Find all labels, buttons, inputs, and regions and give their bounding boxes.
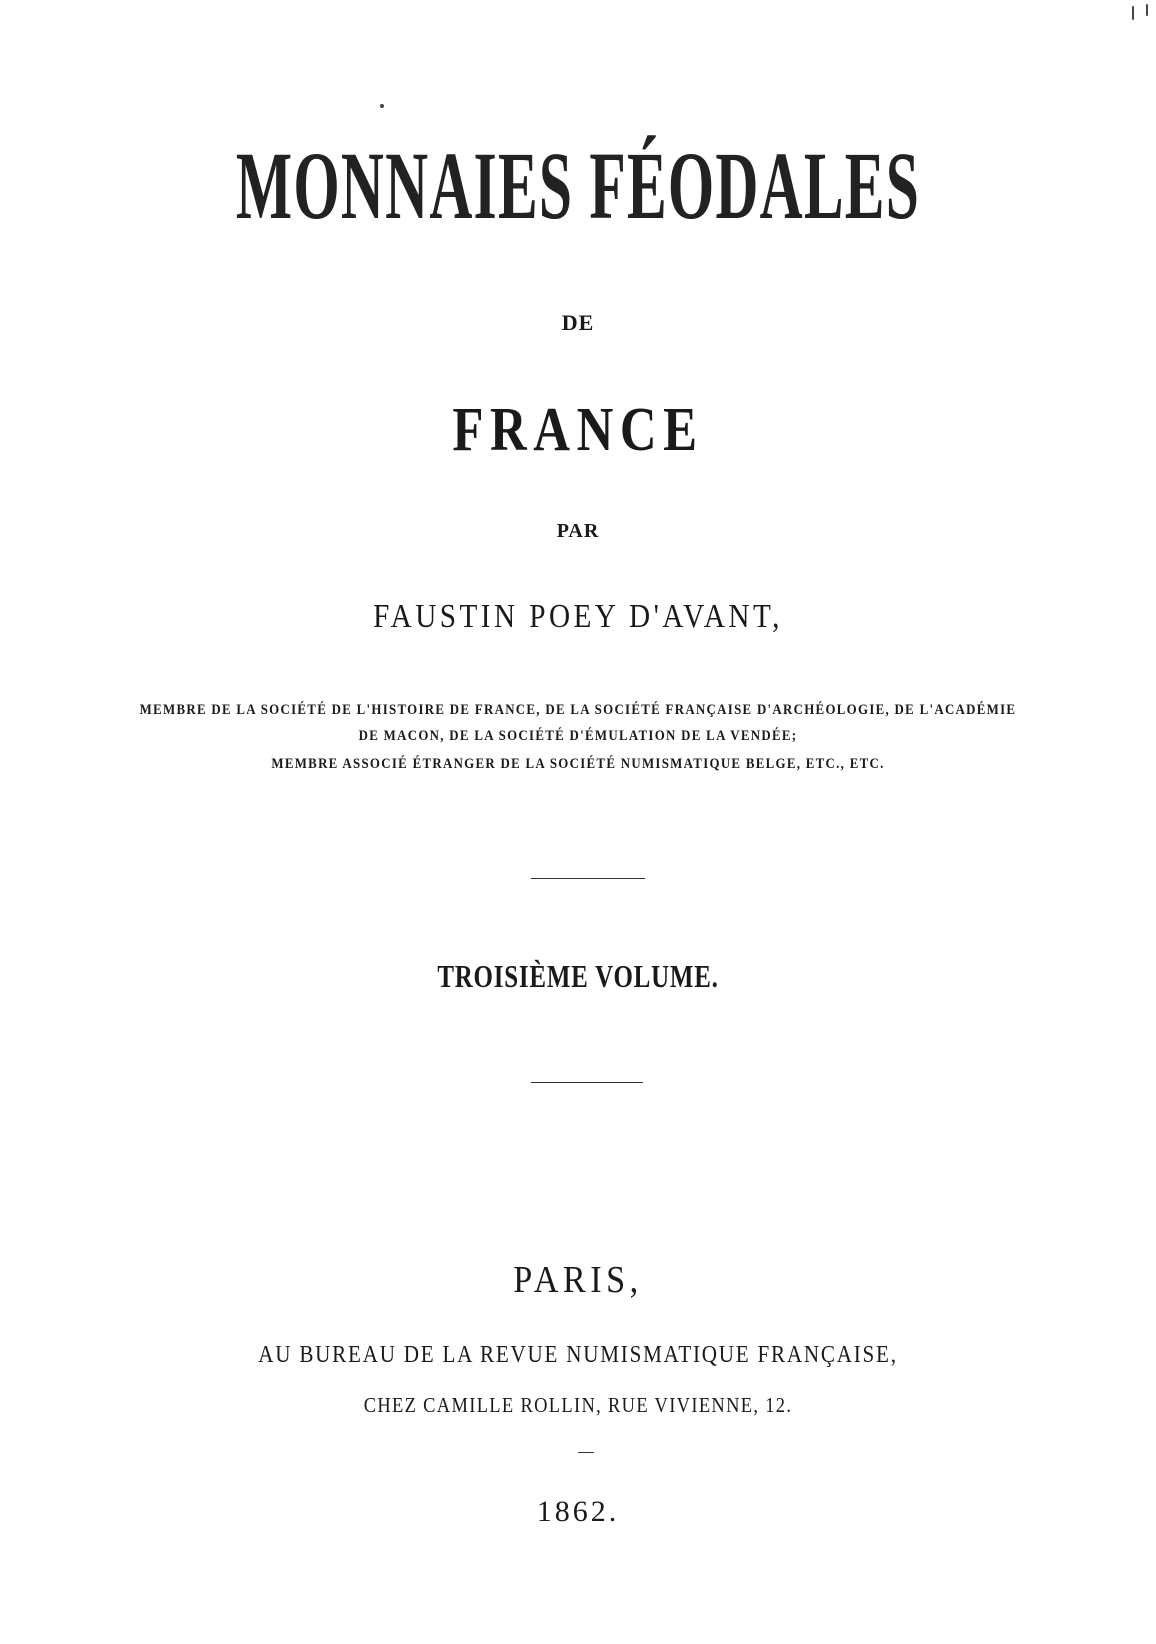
paper-speck [1132, 6, 1134, 20]
volume-label: TROISIÈME VOLUME. [437, 958, 719, 994]
publisher-line: AU BUREAU DE LA REVUE NUMISMATIQUE FRANÇAISE, [258, 1342, 898, 1368]
author-membership-line-3: MEMBRE ASSOCIÉ ÉTRANGER DE LA SOCIÉTÉ NUMISMATIQUE BELGE, ETC., ETC. [271, 756, 885, 772]
divider-dash-short [578, 1452, 594, 1453]
book-subtitle-country: FRANCE [452, 396, 704, 464]
author-membership-line-2: DE MACON, DE LA SOCIÉTÉ D'ÉMULATION DE LA VENDÉE; [358, 728, 798, 744]
author-membership-line-1: MEMBRE DE LA SOCIÉTÉ DE L'HISTOIRE DE FRANCE, DE LA SOCIÉTÉ FRANÇAISE D'ARCHÉOLOGIE, DE L'ACADÉMIE [139, 702, 1017, 718]
author-connector-par: PAR [556, 520, 600, 542]
paper-speck [380, 104, 384, 108]
paper-speck [1146, 4, 1148, 16]
publication-year: 1862. [536, 1495, 620, 1528]
publication-city: PARIS, [513, 1259, 643, 1301]
divider-rule-upper [531, 878, 645, 879]
author-name: FAUSTIN POEY D'AVANT, [373, 598, 783, 635]
divider-rule-lower [531, 1082, 643, 1083]
title-connector-de: DE [561, 310, 595, 335]
publisher-address: CHEZ CAMILLE ROLLIN, RUE VIVIENNE, 12. [363, 1393, 793, 1417]
book-title: MONNAIES FÉODALES [235, 132, 921, 239]
